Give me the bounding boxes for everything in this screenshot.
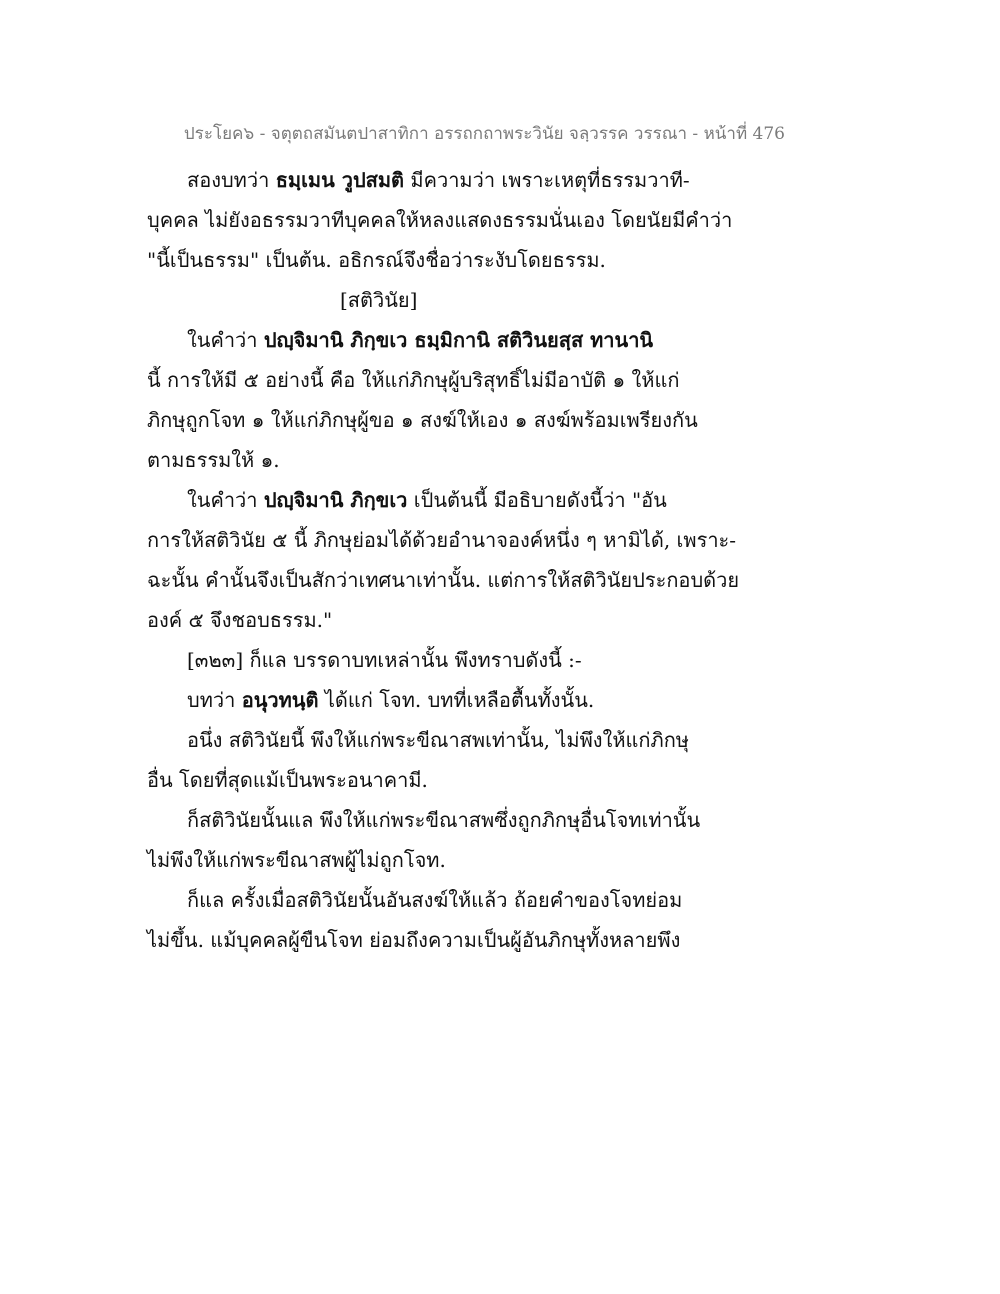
pali-term: ธมฺเมน วูปสมติ (275, 168, 405, 192)
paragraph-4-line-1: [๓๒๓] ก็แล บรรดาบทเหล่านั้น พึงทราบดังนี้ :- (187, 648, 582, 672)
paragraph-3-line-4: องค์ ๕ จึงชอบธรรม." (147, 608, 333, 632)
paragraph-8-line-1: ก็แล ครั้งเมื่อสติวินัยนั้นอันสงฆ์ให้แล้ว ถ้อยคำของโจทย่อม (187, 888, 683, 912)
paragraph-2-line-4: ตามธรรมให้ ๑. (147, 448, 280, 472)
paragraph-2-line-1 (147, 320, 867, 360)
document-body (147, 160, 867, 960)
paragraph-7-line-2: ไม่พึงให้แก่พระขีณาสพผู้ไม่ถูกโจท. (147, 848, 446, 872)
pali-term: ปญฺจิมานิ ภิกฺขเว (263, 488, 408, 512)
text-span: ในคำว่า (187, 488, 258, 512)
text-span: บทว่า (187, 688, 236, 712)
pali-term: อนุวทนฺติ (241, 688, 319, 712)
text-span: สองบทว่า (187, 168, 270, 192)
paragraph-6-line-1: อนึ่ง สติวินัยนี้ พึงให้แก่พระขีณาสพเท่านั้น, ไม่พึงให้แก่ภิกษุ (187, 728, 689, 752)
page-header: ประโยค๖ - จตุตถสมันตปาสาทิกา อรรถกถาพระวินัย จลฺวรรค วรรณา - หน้าที่ 476 (183, 124, 785, 144)
paragraph-8-line-2: ไม่ขึ้น. แม้บุคคลผู้ขืนโจท ย่อมถึงความเป็นผู้อันภิกษุทั้งหลายพึง (147, 928, 681, 952)
section-heading: [สติวินัย] (340, 288, 418, 312)
paragraph-7-line-1: ก็สติวินัยนั้นแล พึงให้แก่พระขีณาสพซึ่งถูกภิกษุอื่นโจทเท่านั้น (187, 808, 701, 832)
pali-term: ปญฺจิมานิ ภิกฺขเว ธมฺมิกานิ สติวินยสฺส ทานานิ (263, 328, 654, 352)
paragraph-2-line-2: นี้ การให้มี ๕ อย่างนี้ คือ ให้แก่ภิกษุผู้บริสุทธิ์ไม่มีอาบัติ ๑ ให้แก่ (147, 368, 680, 392)
paragraph-3-line-2: การให้สติวินัย ๕ นี้ ภิกษุย่อมได้ด้วยอำนาจองค์หนึ่ง ๆ หามิได้, เพราะ- (147, 528, 737, 552)
paragraph-3-line-3: ฉะนั้น คำนั้นจึงเป็นสักว่าเทศนาเท่านั้น. แต่การให้สติวินัยประกอบด้วย (147, 568, 740, 592)
paragraph-1-line-3: "นี้เป็นธรรม" เป็นต้น. อธิกรณ์จึงชื่อว่าระงับโดยธรรม. (147, 248, 606, 272)
text-span: เป็นต้นนี้ มีอธิบายดังนี้ว่า "อัน (413, 488, 667, 512)
paragraph-3-line-1 (147, 480, 867, 520)
paragraph-6-line-2: อื่น โดยที่สุดแม้เป็นพระอนาคามี. (147, 768, 428, 792)
text-span: มีความว่า เพราะเหตุที่ธรรมวาที- (410, 168, 690, 192)
paragraph-2-line-3: ภิกษุถูกโจท ๑ ให้แก่ภิกษุผู้ขอ ๑ สงฆ์ให้เอง ๑ สงฆ์พร้อมเพรียงกัน (147, 408, 698, 432)
text-span: ได้แก่ โจท. บทที่เหลือตื้นทั้งนั้น. (324, 688, 595, 712)
text-span: ในคำว่า (187, 328, 258, 352)
paragraph-5-line-1 (147, 680, 867, 720)
paragraph-1-line-1 (147, 160, 867, 200)
paragraph-1-line-2: บุคคล ไม่ยังอธรรมวาทีบุคคลให้หลงแสดงธรรมนั่นเอง โดยนัยมีคำว่า (147, 208, 733, 232)
